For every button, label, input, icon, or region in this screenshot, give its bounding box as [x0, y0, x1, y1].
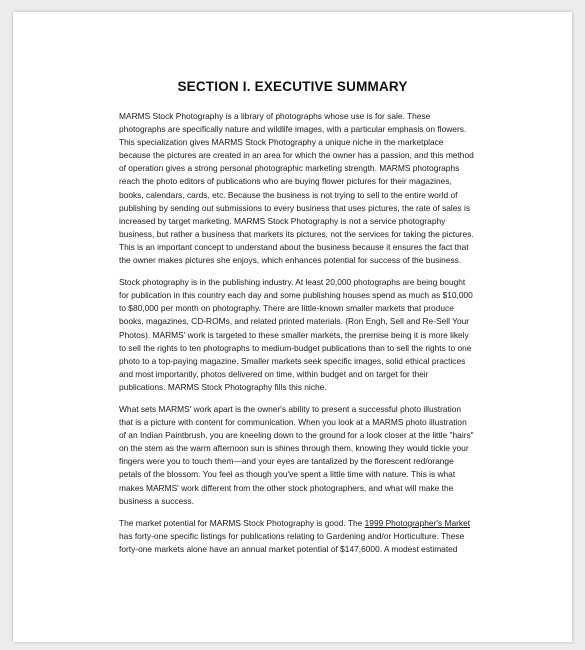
- text-segment: The market potential for MARMS Stock Photography is good. The: [119, 517, 365, 528]
- text-line: fingers were you to touch them—and your eyes are tantalized by the florescent red/orange: [119, 456, 454, 467]
- text-line: business, but rather a business that markets its pictures, not the services for taking the pictures.: [119, 228, 474, 239]
- paragraph-market-potential: [119, 517, 477, 556]
- text-line: MARMS Stock Photography is a library of photographs whose use is for sale. These: [119, 111, 431, 121]
- text-line: because the pictures are created in an area for which the owner has a passion, and this method: [119, 150, 474, 161]
- text-line: reach the photo editors of publications who are buying flower pictures for their magazines,: [119, 176, 452, 187]
- section-title: SECTION I. EXECUTIVE SUMMARY: [177, 79, 408, 94]
- text-line: of an Indian Paintbrush, you are kneeling down to the ground for a look closer at the little "hairs": [119, 430, 474, 441]
- text-line: of operation gives a strong personal photographic marketing strength. MARMS photographs: [119, 163, 460, 174]
- text-line: the owner makes pictures she enjoys, which enhances potential for success of the business.: [119, 255, 462, 266]
- text-line: business a success.: [119, 495, 194, 506]
- text-line: to sell the rights to ten photographs to medium-budget publications than to sell the rights to one: [119, 342, 472, 353]
- text-line: What sets MARMS' work apart is the owner's ability to present a successful photo illustration: [119, 403, 462, 414]
- text-line: on the stem as the warm afternoon sun is shines through them, knowing they would tickle your: [119, 443, 469, 454]
- document-page: [13, 12, 572, 642]
- text-line: publishing by sending out submissions to every business that uses pictures, the rate of sales is: [119, 202, 471, 213]
- text-line: publications. MARMS Stock Photography fills this niche.: [119, 381, 327, 392]
- text-line: This is an important concept to understand about the business because it ensures the fact that: [119, 241, 469, 252]
- document-body: [119, 110, 477, 565]
- text-line: books, magazines, CD-ROMs, and related printed materials. (Ron Engh, Sell and Re-Sell Your: [119, 316, 470, 327]
- text-line: photo to a top-paying magazine. Smaller markets seek specific images, solid ethical practices: [119, 355, 466, 366]
- paragraph-differentiation: [119, 403, 477, 508]
- text-line: photographs are specifically nature and wildlife images, with a particular emphasis on flowers.: [119, 124, 467, 135]
- text-line: has forty-one specific listings for publications relating to Gardening and/or Horticulture. These: [119, 530, 465, 541]
- text-line: [119, 517, 477, 530]
- text-line: that is a picture with content for communication. When you look at a MARMS photo illustration: [119, 417, 467, 428]
- text-line: This specialization gives MARMS Stock Photography a unique niche in the marketplace: [119, 137, 444, 148]
- text-line: to $80,000 per month on photography. There are little-known smaller markets that produce: [119, 303, 454, 314]
- text-line: increased by target marketing. MARMS Stock Photography is not a service photography: [119, 215, 446, 226]
- text-line: for publication in this country each day and some publishing houses spend as much as $10,000: [119, 290, 473, 301]
- text-line: petals of the blossom. You feel as though you've spent a little time with nature. This is what: [119, 469, 456, 480]
- text-line: books, calendars, cards, etc. Because the business is not trying to sell to the entire world of: [119, 189, 458, 200]
- text-line: forty-one markets alone have an annual market potential of $147,6000. A modest estimated: [119, 543, 458, 554]
- text-line: and most importantly, photos delivered on time, within budget and on target for their: [119, 368, 429, 379]
- book-title-reference: 1999 Photographer's Market: [364, 517, 471, 528]
- text-line: Photos). MARMS' work is targeted to these smaller markets, the premise being it is more likely: [119, 329, 469, 340]
- paragraph-overview: [119, 110, 477, 267]
- paragraph-industry: [119, 276, 477, 394]
- text-line: Stock photography is in the publishing industry. At least 20,000 photographs are being bought: [119, 277, 466, 288]
- text-line: makes MARMS' work different from the other stock photographers, and what will make the: [119, 482, 454, 493]
